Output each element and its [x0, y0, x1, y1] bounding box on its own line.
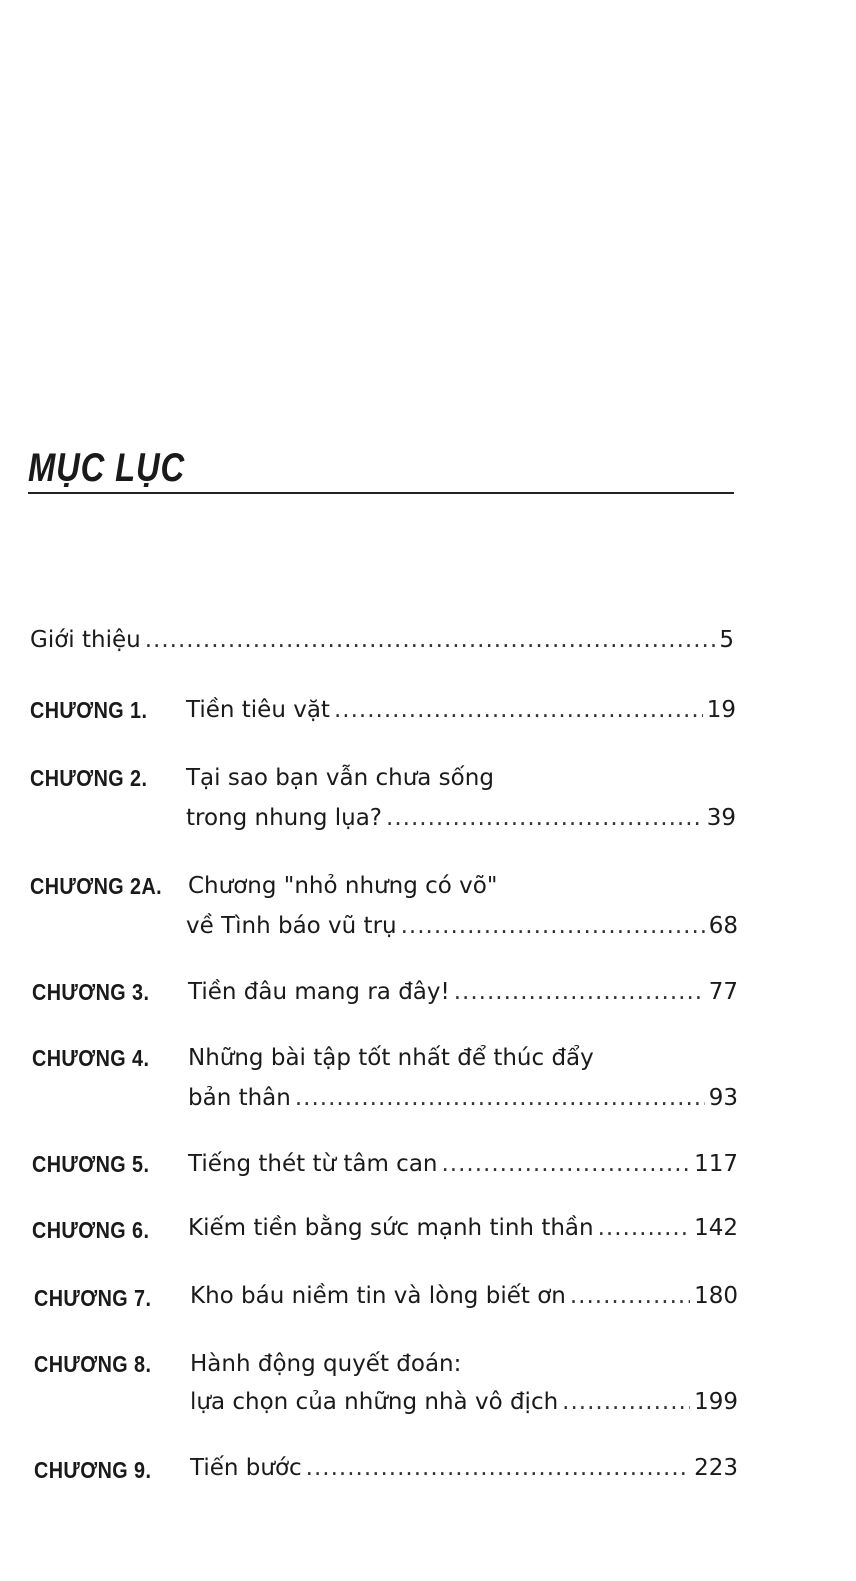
chapter-label: CHƯƠNG 3. [32, 979, 150, 1005]
toc-entry-title: Kho báu niềm tin và lòng biết ơn [190, 1283, 566, 1309]
toc-entry-chapter-1 [186, 694, 736, 726]
toc-entry-title-cont: trong nhung lụa? [186, 805, 383, 831]
toc-entry-chapter-2a [186, 910, 738, 942]
toc-entry-chapter-5 [188, 1148, 738, 1180]
toc-entry-title: Tiếng thét từ tâm can [188, 1151, 438, 1177]
toc-entry-title: Giới thiệu [30, 627, 141, 653]
toc-entry-title: Tiến bước [190, 1455, 302, 1481]
title-divider [28, 492, 734, 494]
dot-leader [145, 624, 716, 656]
dot-leader [401, 910, 705, 942]
toc-entry-title-cont: lựa chọn của những nhà vô địch [190, 1389, 559, 1415]
dot-leader [295, 1082, 705, 1114]
dot-leader [334, 694, 703, 726]
chapter-label: CHƯƠNG 1. [30, 697, 148, 723]
toc-page-number: 180 [694, 1283, 738, 1309]
dot-leader [562, 1386, 690, 1418]
chapter-label: CHƯƠNG 6. [32, 1217, 150, 1243]
toc-page-number: 68 [708, 913, 738, 939]
toc-page-number: 39 [706, 805, 736, 831]
toc-entry-chapter-6 [188, 1212, 738, 1244]
toc-page-number: 19 [706, 697, 736, 723]
toc-entry-chapter-3 [188, 976, 738, 1008]
dot-leader [454, 976, 705, 1008]
dot-leader [570, 1280, 690, 1312]
chapter-label: CHƯƠNG 7. [34, 1285, 152, 1311]
dot-leader [306, 1452, 690, 1484]
toc-entry-intro [30, 624, 734, 656]
toc-page-number: 142 [694, 1215, 738, 1241]
toc-page-number: 117 [694, 1151, 738, 1177]
chapter-label: CHƯƠNG 2A. [30, 873, 163, 899]
toc-entry-chapter-7 [190, 1280, 738, 1312]
toc-entry-chapter-4 [188, 1082, 738, 1114]
toc-entry-chapter-8 [190, 1386, 738, 1418]
toc-entry-title: Tiền tiêu vặt [186, 697, 330, 723]
dot-leader [442, 1148, 691, 1180]
toc-page-number: 199 [694, 1389, 738, 1415]
chapter-label: CHƯƠNG 8. [34, 1351, 152, 1377]
dot-leader [386, 802, 703, 834]
toc-page-number: 93 [708, 1085, 738, 1111]
toc-entry-title: Tiền đâu mang ra đây! [188, 979, 450, 1005]
toc-entry-title-cont: về Tình báo vũ trụ [186, 913, 397, 939]
chapter-label: CHƯƠNG 9. [34, 1457, 152, 1483]
toc-entry-title: Những bài tập tốt nhất để thúc đẩy [188, 1045, 594, 1071]
toc-entry-title: Tại sao bạn vẫn chưa sống [186, 765, 494, 791]
chapter-label: CHƯƠNG 5. [32, 1151, 150, 1177]
toc-entry-chapter-2 [186, 802, 736, 834]
chapter-label: CHƯƠNG 4. [32, 1045, 150, 1071]
toc-entry-title: Hành động quyết đoán: [190, 1351, 462, 1377]
chapter-label: CHƯƠNG 2. [30, 765, 148, 791]
toc-page-number: 77 [708, 979, 738, 1005]
dot-leader [598, 1212, 691, 1244]
toc-page-number: 223 [694, 1455, 738, 1481]
toc-entry-chapter-9 [190, 1452, 738, 1484]
toc-page-number: 5 [719, 627, 734, 653]
page-title: MỤC LỤC [28, 446, 185, 490]
toc-entry-title-cont: bản thân [188, 1085, 291, 1111]
toc-entry-title: Chương "nhỏ nhưng có võ" [188, 873, 498, 899]
toc-entry-title: Kiếm tiền bằng sức mạnh tinh thần [188, 1215, 594, 1241]
